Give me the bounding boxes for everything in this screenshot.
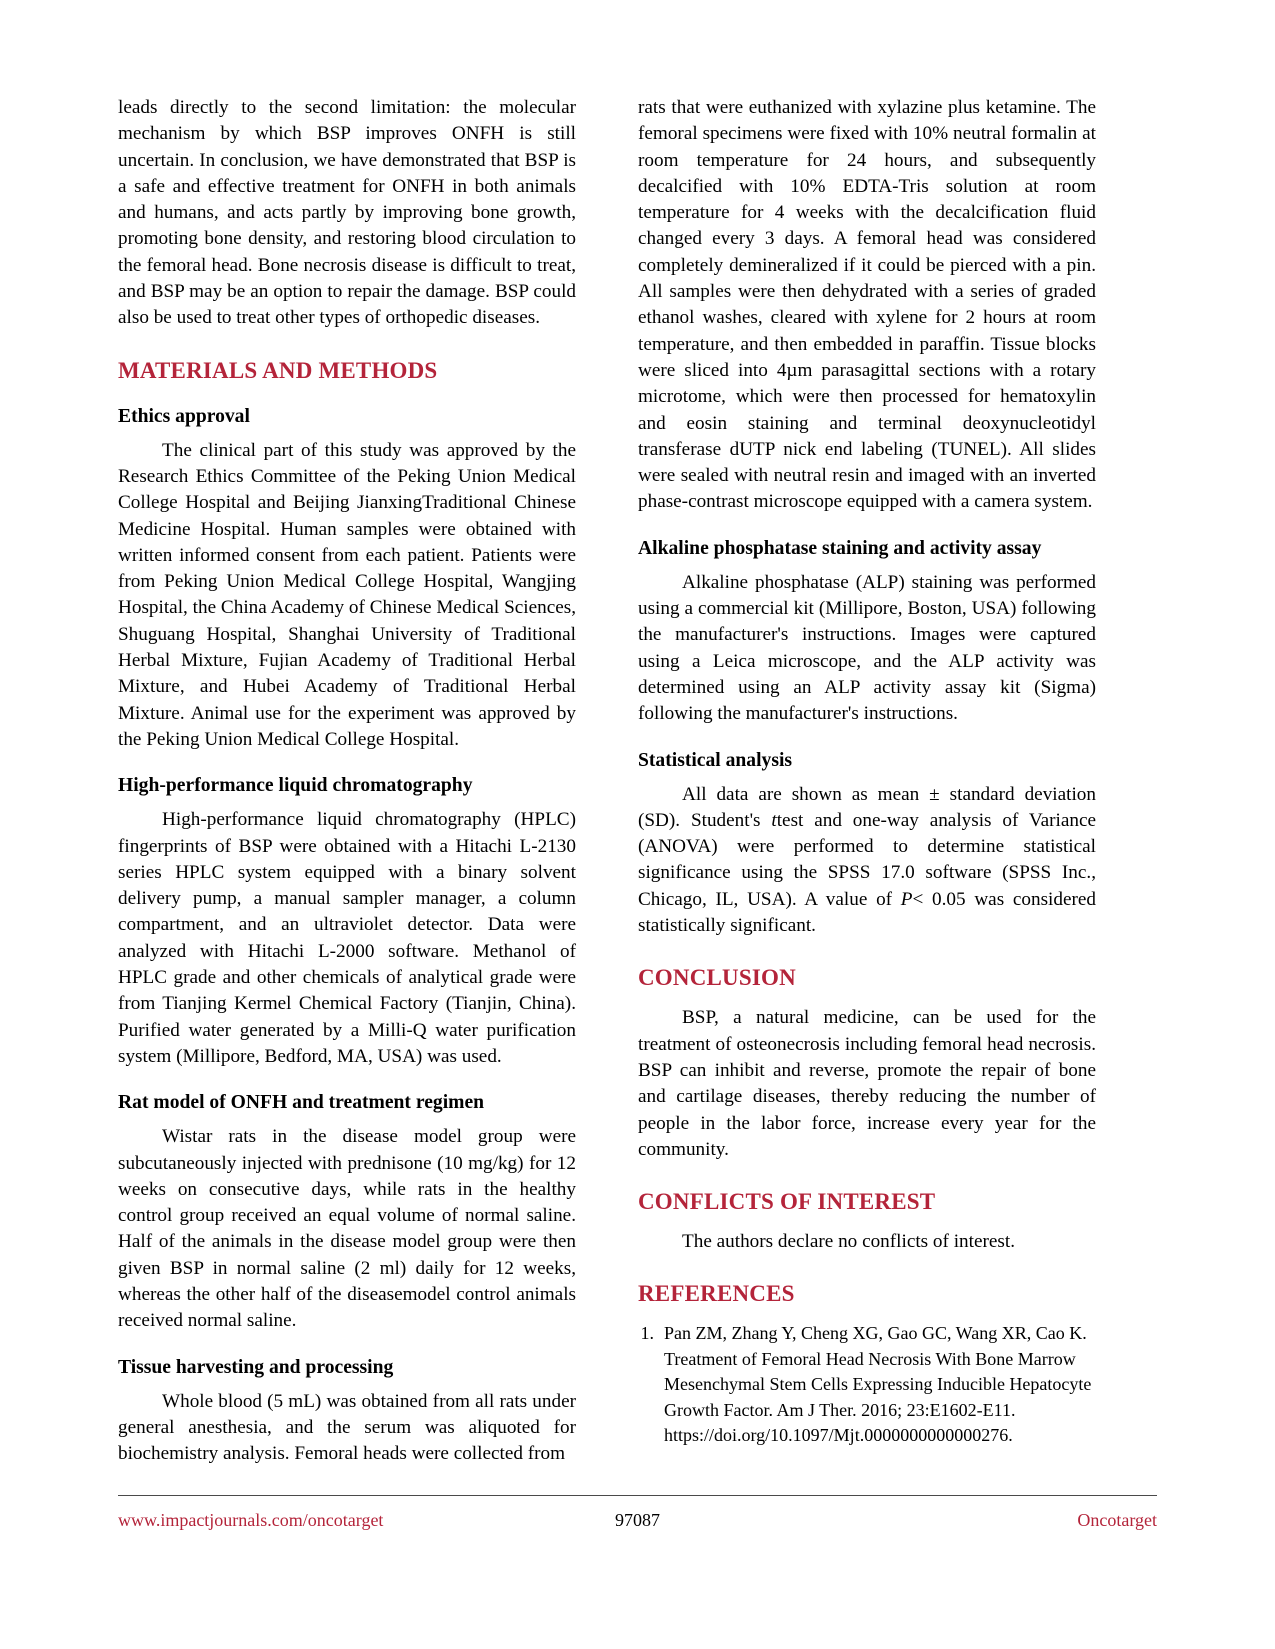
- subsection-heading-tissue-harvesting: Tissue harvesting and processing: [118, 1356, 394, 1378]
- section-heading-references: REFERENCES: [638, 1281, 795, 1307]
- footer-journal-url[interactable]: www.impactjournals.com/oncotarget: [118, 1510, 384, 1530]
- stats-text-3: < 0.05 was considered statistically significant.: [638, 888, 1096, 937]
- footer-page-number: 97087: [614, 1510, 660, 1530]
- section-heading-materials-and-methods: MATERIALS AND METHODS: [118, 357, 438, 383]
- stats-text-2: test and one-way analysis of Variance (ANOVA) were performed to determine statistical significance using the SPSS 17.0 software (SPSS Inc., Chicago, IL, USA). A value of: [638, 809, 1096, 910]
- stats-text-1: All data are shown as mean ± standard deviation (SD). Student's: [638, 783, 1096, 831]
- conflicts-of-interest-body: The authors declare no conflicts of interest.: [682, 1231, 1015, 1253]
- reference-number: 1.: [640, 1323, 654, 1344]
- subsection-heading-statistical-analysis: Statistical analysis: [638, 749, 793, 771]
- right-column: [638, 95, 1096, 1455]
- continuation-paragraph: leads directly to the second limitation: the molecular mechanism by which BSP improves ONFH is still uncertain. In conclusion, we have demonstrated that BSP is a safe and effective treatment for ONFH in both animals and humans, and acts partly by improving bone growth, promoting bone density, and restoring blood circulation to the femoral head. Bone necrosis disease is difficult to treat, and BSP may be an option to repair the damage. BSP could also be used to treat other types of orthopedic diseases.: [118, 97, 576, 329]
- statistical-analysis-body: [638, 782, 1096, 940]
- left-column: [118, 95, 576, 1465]
- subsection-heading-alp-staining: Alkaline phosphatase staining and activity assay: [638, 537, 1042, 559]
- tissue-harvesting-continuation: rats that were euthanized with xylazine plus ketamine. The femoral specimens were fixed with 10% neutral formalin at room temperature for 24 hours, and subsequently decalcified with 10% EDTA-Tris solution at room temperature for 4 weeks with the decalcification fluid changed every 3 days. A femoral head was considered completely demineralized if it could be pierced with a pin. All samples were then dehydrated with a series of graded ethanol washes, cleared with xylene for 2 hours at room temperature, and then embedded in paraffin. Tissue blocks were sliced into 4µm parasagittal sections with a rotary microtome, which were then processed for hematoxylin and eosin staining and terminal deoxynucleotidyl transferase dUTP nick end labeling (TUNEL). All slides were sealed with neutral resin and imaged with an inverted phase-contrast microscope equipped with a camera system.: [638, 97, 1096, 513]
- hplc-body: High-performance liquid chromatography (HPLC) fingerprints of BSP were obtained with a Hitachi L-2130 series HPLC system equipped with a binary solvent delivery pump, a manual sampler manager, a column compartment, and an ultraviolet detector. Data were analyzed with Hitachi L-2000 software. Methanol of HPLC grade and other chemicals of analytical grade were from Tianjing Kermel Chemical Factory (Tianjin, China). Purified water generated by a Milli-Q water purification system (Millipore, Bedford, MA, USA) was used.: [118, 809, 576, 1067]
- reference-text: Pan ZM, Zhang Y, Cheng XG, Gao GC, Wang XR, Cao K. Treatment of Femoral Head Necrosis With Bone Marrow Mesenchymal Stem Cells Expressing Inducible Hepatocyte Growth Factor. Am J Ther. 2016; 23:E1602-E11. https://doi.org/10.1097/Mjt.0000000000000276.: [664, 1323, 1092, 1446]
- subsection-heading-ethics-approval: Ethics approval: [118, 405, 250, 427]
- page-footer: [118, 1495, 1157, 1531]
- conclusion-body: BSP, a natural medicine, can be used for the treatment of osteonecrosis including femoral head necrosis. BSP can inhibit and reverse, promote the repair of bone and cartilage diseases, thereby reducing the number of people in the labor force, increase every year for the community.: [638, 1007, 1096, 1160]
- subsection-heading-rat-model: Rat model of ONFH and treatment regimen: [118, 1092, 485, 1114]
- footer-journal-name: Oncotarget: [1077, 1510, 1157, 1530]
- section-heading-conflicts-of-interest: CONFLICTS OF INTEREST: [638, 1189, 936, 1215]
- alp-staining-body: Alkaline phosphatase (ALP) staining was performed using a commercial kit (Millipore, Boston, USA) following the manufacturer's instructions. Images were captured using a Leica microscope, and the ALP activity was determined using an ALP activity assay kit (Sigma) following the manufacturer's instructions.: [638, 571, 1096, 725]
- tissue-harvesting-body: Whole blood (5 mL) was obtained from all rats under general anesthesia, and the serum was aliquoted for biochemistry analysis. Femoral heads were collected from: [118, 1390, 576, 1465]
- section-heading-conclusion: CONCLUSION: [638, 965, 796, 991]
- subsection-heading-hplc: High-performance liquid chromatography: [118, 775, 473, 797]
- references-list: [638, 1321, 1096, 1449]
- stats-italic-p: P: [900, 888, 913, 910]
- list-item: [638, 1321, 1096, 1449]
- rat-model-body: Wistar rats in the disease model group were subcutaneously injected with prednisone (10 mg/kg) for 12 weeks on consecutive days, while rats in the healthy control group received an equal volume of normal saline. Half of the animals in the disease model group were then given BSP in normal saline (2 ml) daily for 12 weeks, whereas the other half of the diseasemodel control animals received normal saline.: [118, 1126, 576, 1332]
- stats-italic-t: t: [771, 809, 777, 831]
- ethics-approval-body: The clinical part of this study was approved by the Research Ethics Committee of the Peking Union Medical College Hospital and Beijing JianxingTraditional Chinese Medicine Hospital. Human samples were obtained with written informed consent from each patient. Patients were from Peking Union Medical College Hospital, Wangjing Hospital, the China Academy of Chinese Medical Sciences, Shuguang Hospital, Shanghai University of Traditional Herbal Mixture, Fujian Academy of Traditional Herbal Mixture, and Hubei Academy of Traditional Herbal Mixture. Animal use for the experiment was approved by the Peking Union Medical College Hospital.: [118, 439, 576, 750]
- two-column-layout: [118, 95, 1157, 1465]
